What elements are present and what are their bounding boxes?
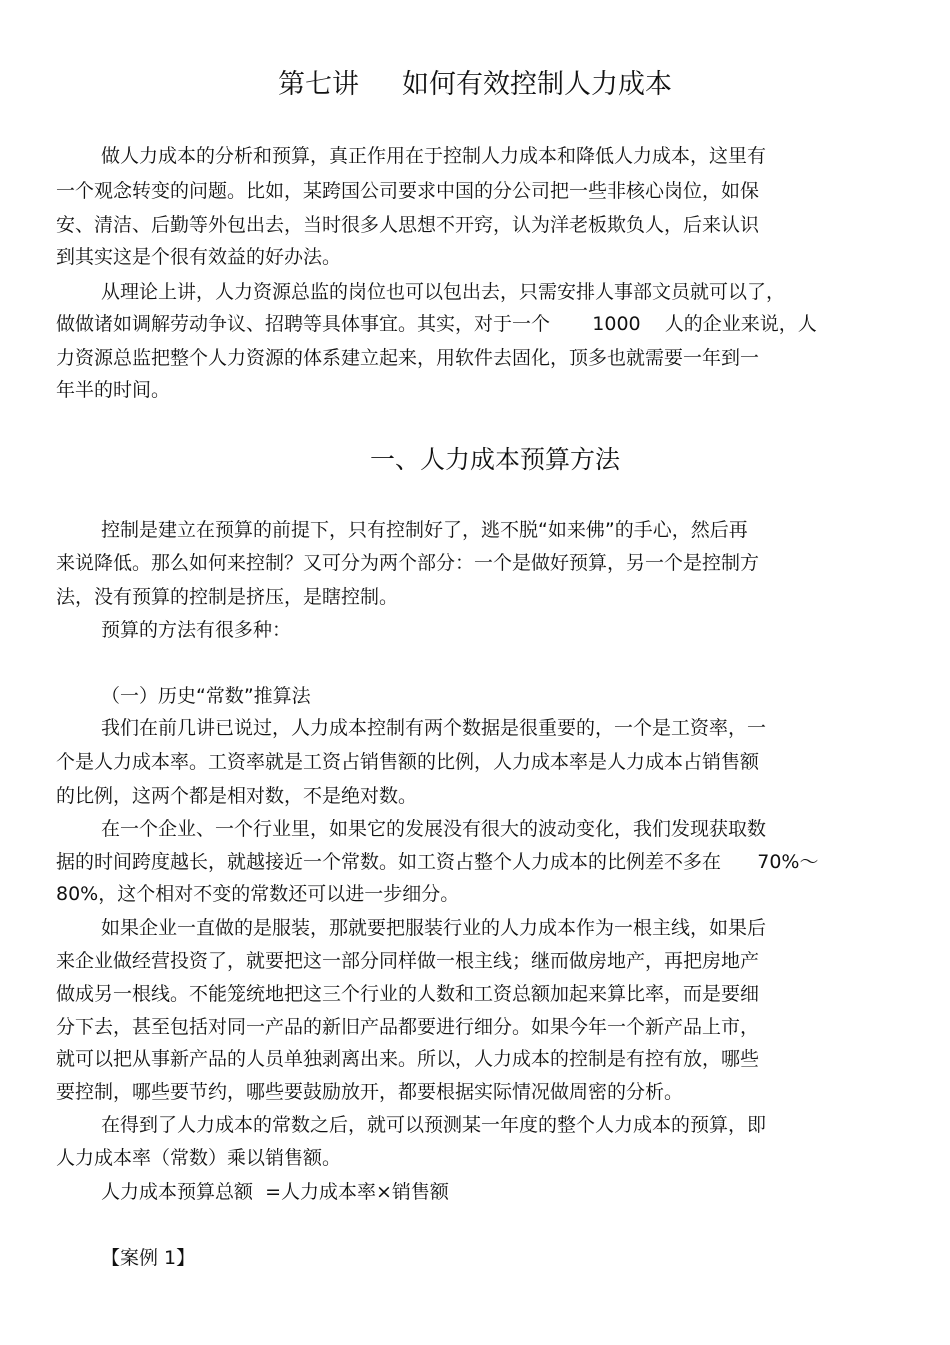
paragraph-line: 80%，这个相对不变的常数还可以进一步细分。 bbox=[56, 883, 460, 905]
paragraph-line: 来说降低。那么如何来控制？又可分为两个部分：一个是做好预算，另一个是控制方 bbox=[56, 552, 760, 574]
paragraph-line: 要控制，哪些要节约，哪些要鼓励放开，都要根据实际情况做周密的分析。 bbox=[56, 1081, 684, 1103]
paragraph-line: 做人力成本的分析和预算，真正作用在于控制人力成本和降低人力成本，这里有 bbox=[101, 145, 767, 167]
case-label: 【案例 1】 bbox=[101, 1247, 196, 1269]
paragraph-line: 控制是建立在预算的前提下，只有控制好了，逃不脱“如来佛”的手心，然后再 bbox=[101, 519, 748, 541]
paragraph-line: 力资源总监把整个人力资源的体系建立起来，用软件去固化，顶多也就需要一年到一 bbox=[56, 347, 760, 369]
paragraph-line: 来企业做经营投资了，就要把这一部分同样做一根主线；继而做房地产，再把房地产 bbox=[56, 950, 760, 972]
paragraph-line: 人力成本率（常数）乘以销售额。 bbox=[56, 1147, 342, 1169]
formula-line: 人力成本预算总额 =人力成本率×销售额 bbox=[101, 1181, 449, 1203]
paragraph-line: 到其实这是个很有效益的好办法。 bbox=[56, 246, 342, 268]
paragraph-line: 做做诸如调解劳动争议、招聘等具体事宜。其实，对于一个 1000 人的企业来说，人 bbox=[56, 313, 817, 335]
paragraph-line: 从理论上讲，人力资源总监的岗位也可以包出去，只需安排人事部文员就可以了， bbox=[101, 281, 786, 303]
paragraph-line: 如果企业一直做的是服装，那就要把服装行业的人力成本作为一根主线，如果后 bbox=[101, 917, 767, 939]
paragraph-line: 预算的方法有很多种： bbox=[101, 619, 292, 641]
paragraph-line: 我们在前几讲已说过，人力成本控制有两个数据是很重要的，一个是工资率，一 bbox=[101, 717, 767, 739]
paragraph-line: 法，没有预算的控制是挤压，是瞎控制。 bbox=[56, 586, 399, 608]
paragraph-line: 做成另一根线。不能笼统地把这三个行业的人数和工资总额加起来算比率，而是要细 bbox=[56, 983, 760, 1005]
paragraph-line: 安、清洁、后勤等外包出去，当时很多人思想不开窍，认为洋老板欺负人，后来认识 bbox=[56, 214, 760, 236]
paragraph-line: 在一个企业、一个行业里，如果它的发展没有很大的波动变化，我们发现获取数 bbox=[101, 818, 767, 840]
paragraph-line: 个是人力成本率。工资率就是工资占销售额的比例，人力成本率是人力成本占销售额 bbox=[56, 751, 760, 773]
section-heading: 一、人力成本预算方法 bbox=[369, 445, 620, 474]
paragraph-line: 据的时间跨度越长，就越接近一个常数。如工资占整个人力成本的比例差不多在 70%～ bbox=[56, 851, 819, 873]
paragraph-line: 一个观念转变的问题。比如，某跨国公司要求中国的分公司把一些非核心岗位，如保 bbox=[56, 180, 760, 202]
paragraph-line: 分下去，甚至包括对同一产品的新旧产品都要进行细分。如果今年一个新产品上市， bbox=[56, 1016, 760, 1038]
paragraph-line: 的比例，这两个都是相对数，不是绝对数。 bbox=[56, 785, 418, 807]
paragraph-line: 年半的时间。 bbox=[56, 379, 171, 401]
subsection-heading: （一）历史“常数”推算法 bbox=[101, 685, 311, 707]
paragraph-line: 就可以把从事新产品的人员单独剥离出来。所以，人力成本的控制是有控有放，哪些 bbox=[56, 1048, 760, 1070]
page-title: 第七讲 如何有效控制人力成本 bbox=[278, 69, 672, 100]
paragraph-line: 在得到了人力成本的常数之后，就可以预测某一年度的整个人力成本的预算，即 bbox=[101, 1114, 767, 1136]
